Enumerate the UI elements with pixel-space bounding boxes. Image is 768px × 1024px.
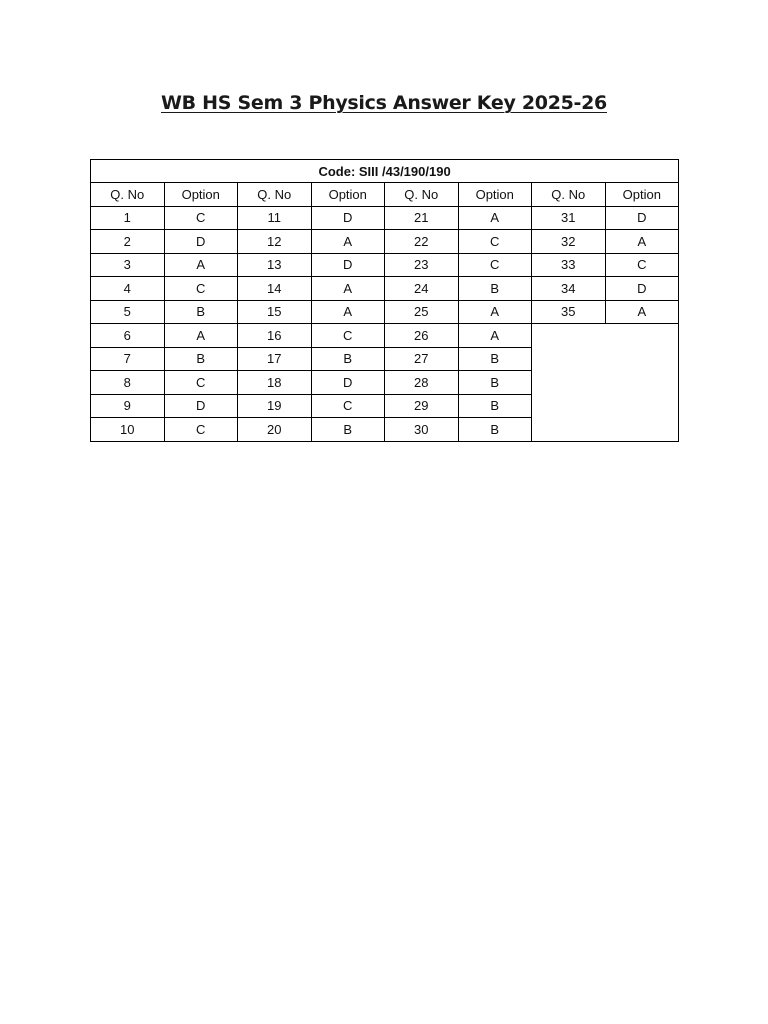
column-header: Q. No bbox=[238, 183, 312, 207]
answer-option: A bbox=[458, 324, 532, 348]
question-number: 8 bbox=[91, 371, 165, 395]
answer-option: B bbox=[164, 300, 238, 324]
question-number: 9 bbox=[91, 394, 165, 418]
table-row bbox=[91, 300, 679, 324]
answer-option: D bbox=[605, 277, 679, 301]
question-number: 21 bbox=[385, 206, 459, 230]
question-number: 5 bbox=[91, 300, 165, 324]
question-number: 30 bbox=[385, 418, 459, 442]
table-row bbox=[91, 253, 679, 277]
answer-option: D bbox=[605, 206, 679, 230]
table-row bbox=[91, 230, 679, 254]
column-header: Q. No bbox=[91, 183, 165, 207]
question-number: 2 bbox=[91, 230, 165, 254]
answer-option: C bbox=[311, 324, 385, 348]
answer-option: C bbox=[164, 418, 238, 442]
question-number: 31 bbox=[532, 206, 606, 230]
question-number: 17 bbox=[238, 347, 312, 371]
answer-option: D bbox=[311, 206, 385, 230]
column-header: Option bbox=[311, 183, 385, 207]
answer-option: D bbox=[311, 253, 385, 277]
answer-key-table bbox=[90, 159, 679, 442]
question-number: 24 bbox=[385, 277, 459, 301]
answer-option: A bbox=[605, 230, 679, 254]
answer-option: A bbox=[311, 230, 385, 254]
question-number: 34 bbox=[532, 277, 606, 301]
question-number: 26 bbox=[385, 324, 459, 348]
question-number: 13 bbox=[238, 253, 312, 277]
page-title: WB HS Sem 3 Physics Answer Key 2025-26 bbox=[161, 92, 607, 114]
question-number: 6 bbox=[91, 324, 165, 348]
answer-option: B bbox=[458, 371, 532, 395]
question-number: 12 bbox=[238, 230, 312, 254]
question-number: 16 bbox=[238, 324, 312, 348]
answer-option: B bbox=[458, 394, 532, 418]
answer-option: A bbox=[311, 300, 385, 324]
question-number: 19 bbox=[238, 394, 312, 418]
answer-option: D bbox=[164, 230, 238, 254]
column-header-row bbox=[91, 183, 679, 207]
question-number: 33 bbox=[532, 253, 606, 277]
question-number: 28 bbox=[385, 371, 459, 395]
table-row bbox=[91, 277, 679, 301]
column-header: Option bbox=[458, 183, 532, 207]
answer-option: A bbox=[458, 300, 532, 324]
column-header: Option bbox=[605, 183, 679, 207]
question-number: 20 bbox=[238, 418, 312, 442]
table-row bbox=[91, 206, 679, 230]
question-number: 35 bbox=[532, 300, 606, 324]
question-number: 14 bbox=[238, 277, 312, 301]
question-number: 3 bbox=[91, 253, 165, 277]
question-number: 7 bbox=[91, 347, 165, 371]
answer-option: B bbox=[458, 277, 532, 301]
answer-option: B bbox=[458, 418, 532, 442]
answer-option: C bbox=[164, 206, 238, 230]
answer-option: A bbox=[164, 324, 238, 348]
answer-option: B bbox=[311, 347, 385, 371]
answer-option: D bbox=[311, 371, 385, 395]
question-number: 1 bbox=[91, 206, 165, 230]
question-number: 10 bbox=[91, 418, 165, 442]
column-header: Q. No bbox=[385, 183, 459, 207]
column-header: Q. No bbox=[532, 183, 606, 207]
question-number: 25 bbox=[385, 300, 459, 324]
empty-cell-block bbox=[532, 324, 679, 442]
column-header: Option bbox=[164, 183, 238, 207]
question-number: 22 bbox=[385, 230, 459, 254]
answer-option: B bbox=[311, 418, 385, 442]
answer-option: A bbox=[605, 300, 679, 324]
question-number: 15 bbox=[238, 300, 312, 324]
paper-code: Code: SIII /43/190/190 bbox=[91, 160, 679, 183]
table-row bbox=[91, 324, 679, 348]
question-number: 29 bbox=[385, 394, 459, 418]
answer-option: C bbox=[164, 277, 238, 301]
answer-option: C bbox=[311, 394, 385, 418]
answer-option: A bbox=[311, 277, 385, 301]
answer-option: A bbox=[458, 206, 532, 230]
question-number: 18 bbox=[238, 371, 312, 395]
question-number: 27 bbox=[385, 347, 459, 371]
question-number: 4 bbox=[91, 277, 165, 301]
answer-option: B bbox=[458, 347, 532, 371]
question-number: 23 bbox=[385, 253, 459, 277]
answer-option: A bbox=[164, 253, 238, 277]
question-number: 11 bbox=[238, 206, 312, 230]
answer-option: C bbox=[605, 253, 679, 277]
answer-option: D bbox=[164, 394, 238, 418]
answer-option: C bbox=[458, 230, 532, 254]
answer-option: B bbox=[164, 347, 238, 371]
answer-option: C bbox=[458, 253, 532, 277]
answer-option: C bbox=[164, 371, 238, 395]
question-number: 32 bbox=[532, 230, 606, 254]
